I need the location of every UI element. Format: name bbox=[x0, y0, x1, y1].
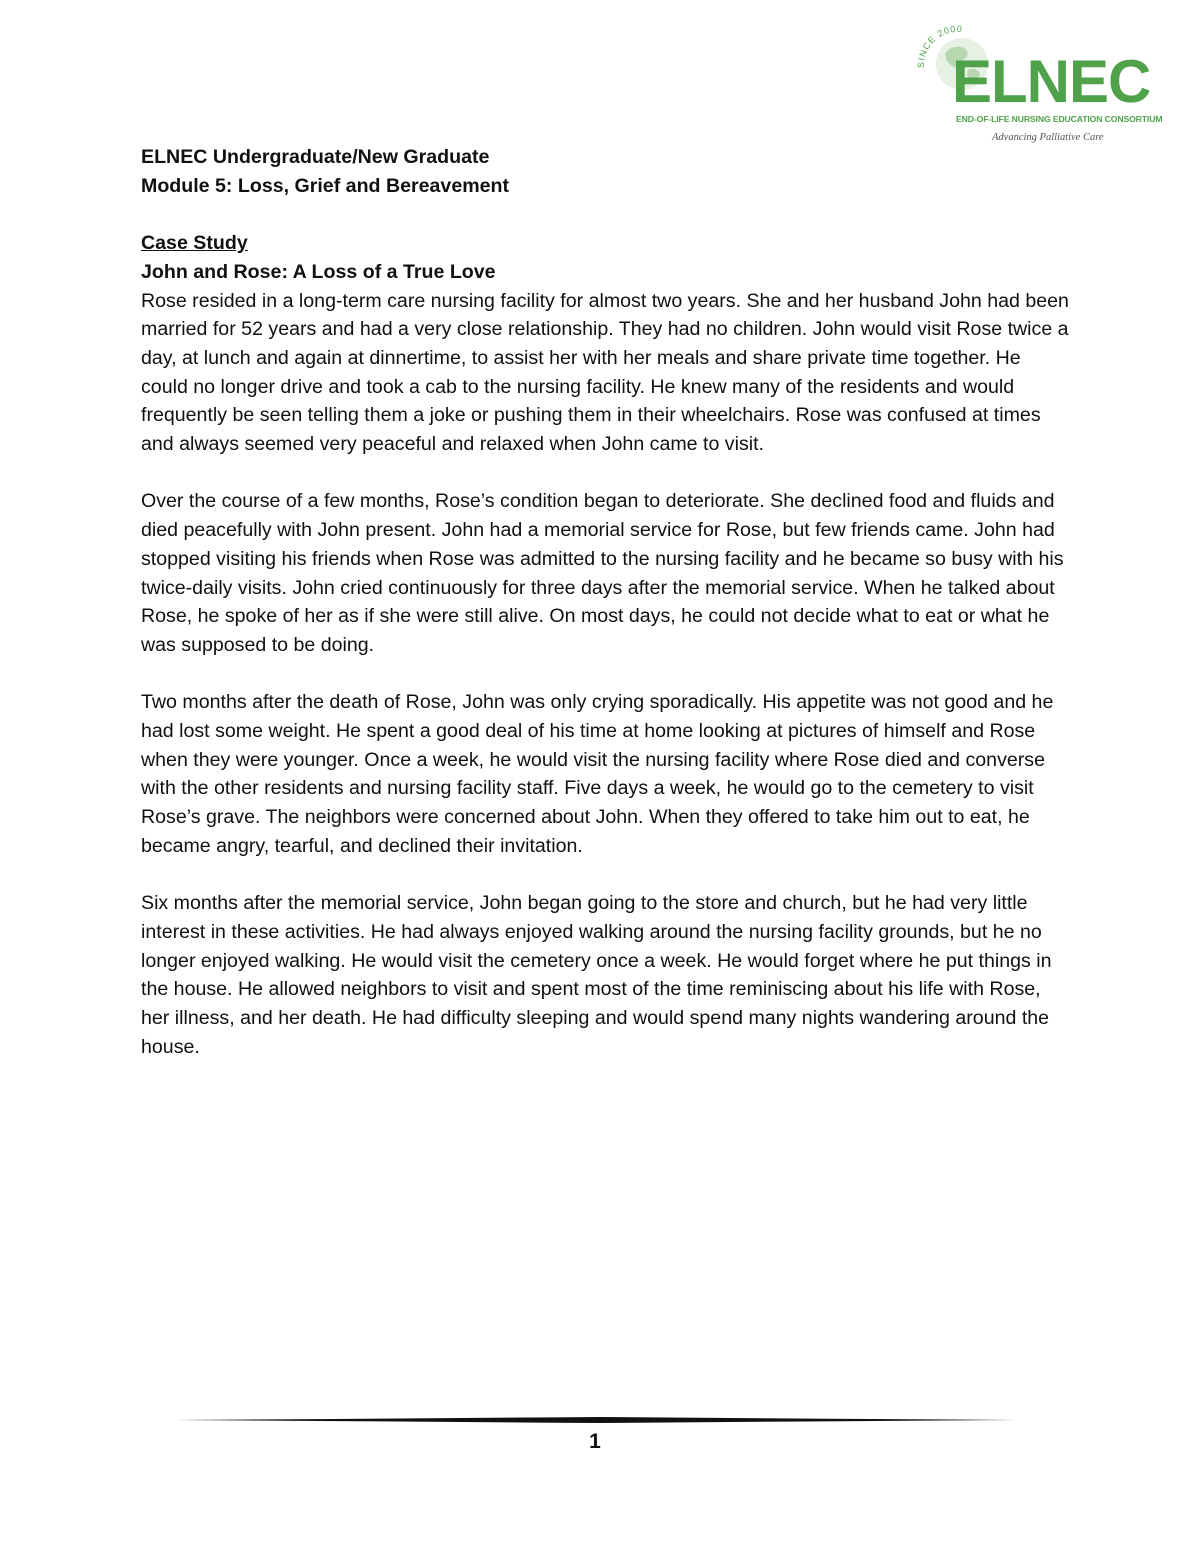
page-number: 1 bbox=[589, 1430, 601, 1453]
case-paragraph-3: Two months after the death of Rose, John was only crying sporadically. His appetite was not good and he had lost some weight. He spent a good deal of his time at home looking at pictures of himself and Rose when they were younger. Once a week, he would visit the nursing facility where Rose died and converse with the other residents and nursing facility staff. Five days a week, he would go to the cemetery to visit Rose’s grave. The neighbors were concerned about John. When they offered to take him out to eat, he became angry, tearful, and declined their invitation. bbox=[141, 691, 1054, 857]
module-title: Module 5: Loss, Grief and Bereavement bbox=[141, 174, 510, 197]
logo-tagline: Advancing Palliative Care bbox=[992, 132, 1104, 143]
case-study-label: Case Study bbox=[141, 232, 248, 255]
case-study-title: John and Rose: A Loss of a True Love bbox=[141, 260, 496, 283]
logo-wordmark: ELNEC bbox=[952, 48, 1151, 115]
case-paragraph-2: Over the course of a few months, Rose’s condition began to deteriorate. She declined food and fluids and died peacefully with John present. John had a memorial service for Rose, but few friends came. John had stopped visiting his friends when Rose was admitted to the nursing facility and he became so busy with his twice-daily visits. John cried continuously for three days after the memorial service. When he talked about Rose, he spoke of her as if she were still alive. On most days, he could not decide what to eat or what he was supposed to be doing. bbox=[141, 490, 1064, 656]
logo-subtitle: END-OF-LIFE NURSING EDUCATION CONSORTIUM bbox=[956, 114, 1163, 124]
elnec-logo-mark bbox=[912, 22, 1162, 118]
case-paragraph-4: Six months after the memorial service, John began going to the store and church, but he had very little interest in these activities. He had always enjoyed walking around the nursing facility grounds, but he no longer enjoyed walking. He would visit the cemetery once a week. He would forget where he put things in the house. He allowed neighbors to visit and spent most of the time reminiscing about his life with Rose, her illness, and her death. He had difficulty sleeping and would spend many nights wandering around the house. bbox=[141, 892, 1052, 1058]
document-body bbox=[141, 143, 1071, 1061]
footer-divider bbox=[176, 1417, 1024, 1423]
logo-since-text: SINCE 2000 bbox=[915, 23, 964, 69]
elnec-logo bbox=[912, 22, 1162, 150]
document-title: ELNEC Undergraduate/New Graduate bbox=[141, 146, 490, 168]
case-paragraph-1: Rose resided in a long-term care nursing facility for almost two years. She and her husband John had been married for 52 years and had a very close relationship. They had no children. John would visit Rose twice a day, at lunch and again at dinnertime, to assist her with her meals and share private time together. He could no longer drive and took a cab to the nursing facility. He knew many of the residents and would frequently be seen telling them a joke or pushing them in their wheelchairs. Rose was confused at times and always seemed very peaceful and relaxed when John came to visit. bbox=[141, 289, 1069, 456]
